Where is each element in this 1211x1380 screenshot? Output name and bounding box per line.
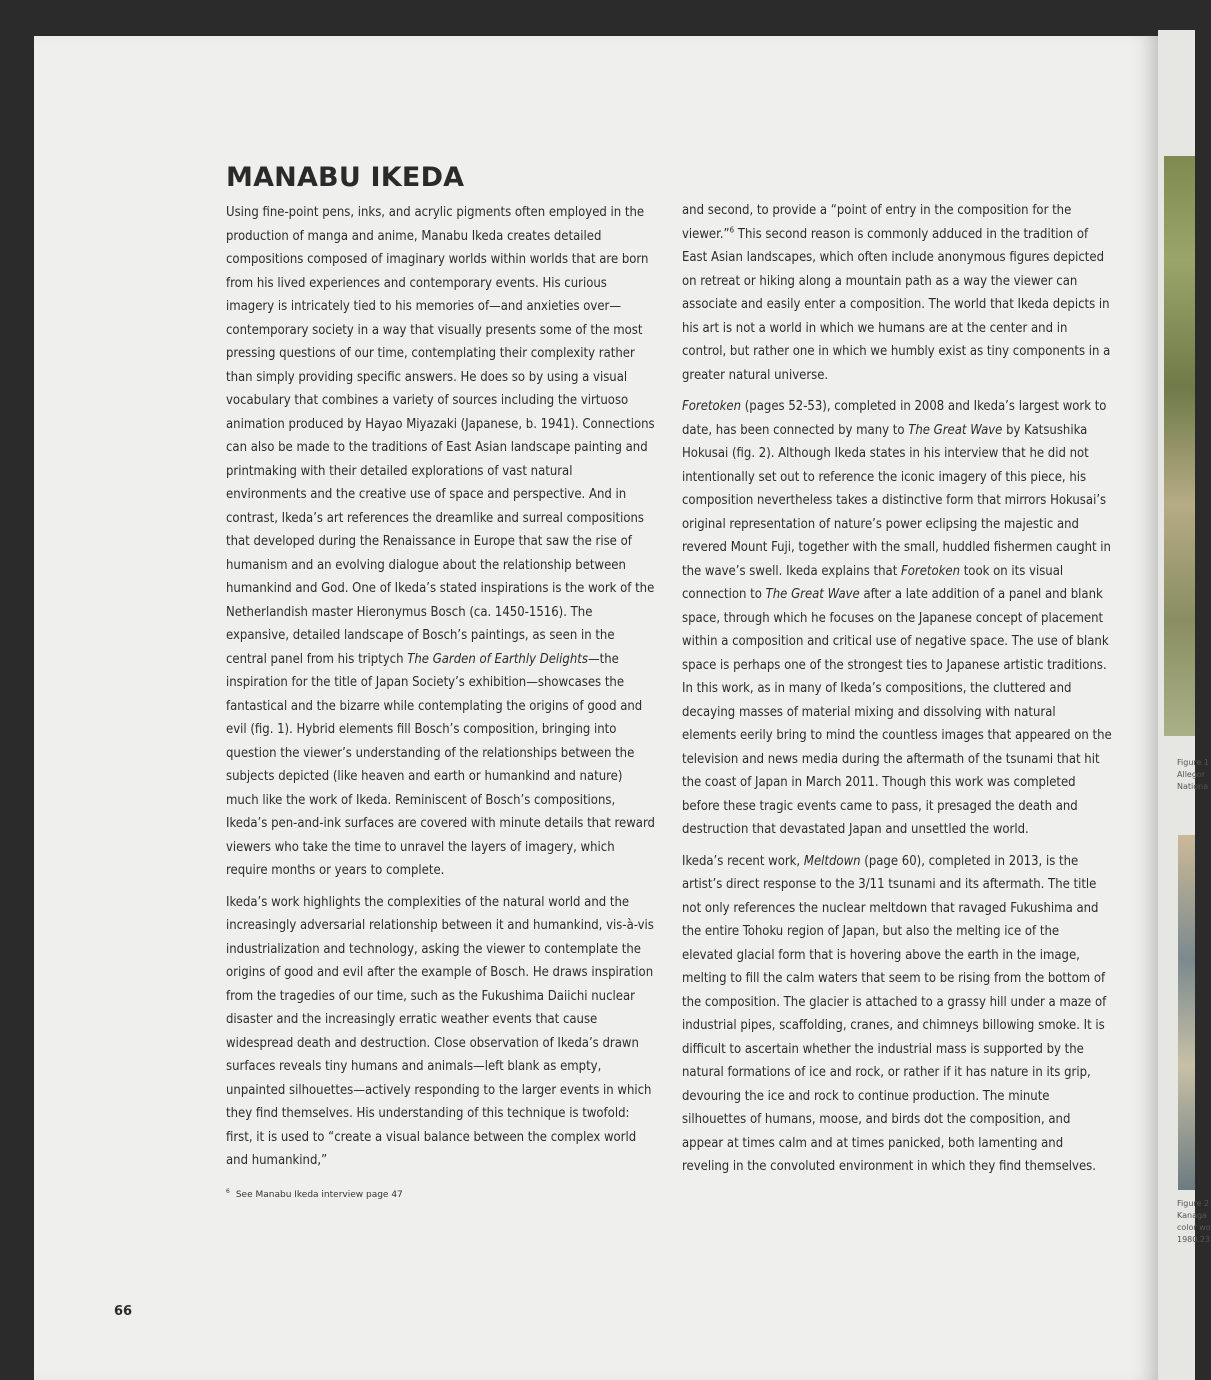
paragraph: Foretoken (pages 52-53), completed in 2008 and Ikeda’s largest work to date, has been connected by many to The Great Wave by Katsushika Hokusai (fig. 2). Although Ikeda states in his interview that he did not intentionally set out to reference the iconic imagery of this piece, his composition nevertheless takes a distinctive form that mirrors Hokusai’s original representation of nature’s power eclipsing the majestic and revered Mount Fuji, together with the small, huddled fishermen caught in the wave’s swell. Ikeda explains that Foretoken took on its visual connection to The Great Wave after a late addition of a panel and blank space, through which he focuses on the Japanese concept of placement within a composition and critical use of negative space. The use of blank space is perhaps one of the strongest ties to Japanese artistic traditions. In this work, as in many of Ikeda’s compositions, the cluttered and decaying masses of material mixing and dissolving with natural elements eerily bring to mind the countless images that appeared on the television and news media during the aftermath of the tsunami that hit the coast of Japan in March 2011. Though this work was completed before these tragic events came to pass, it presaged the death and destruction that devastated Japan and unsettled the world. [682,399,1112,837]
facing-page-image-2 [1178,835,1195,1190]
page-title: MANABU IKEDA [226,162,465,193]
paragraph: Using fine-point pens, inks, and acrylic pigments often employed in the production of manga and anime, Manabu Ikeda creates detailed compositions composed of imaginary worlds within worlds that are born from his lived experiences and contemporary events. His curious imagery is intricately tied to his memories of—and anxieties over—contemporary society in a way that visually presents some of the most pressing questions of our time, contemplating their complexity rather than simply providing specific answers. He does so by using a visual vocabulary that combines a variety of sources including the virtuoso animation produced by Hayao Miyazaki (Japanese, b. 1941). Connections can also be made to the traditions of East Asian landscape painting and printmaking with their detailed explorations of vast natural environments and the creative use of space and perspective. And in contrast, Ikeda’s art references the dreamlike and surreal compositions that developed during the Renaissance in Europe that saw the rise of humanism and an evolving dialogue about the relationship between humankind and God. One of Ikeda’s stated inspirations is the work of the Netherlandish master Hieronymus Bosch (ca. 1450-1516). The expansive, detailed landscape of Bosch’s paintings, as seen in the central panel from his triptych The Garden of Earthly Delights—the inspiration for the title of Japan Society’s exhibition—showcases the fantastical and the bizarre while contemplating the origins of good and evil (fig. 1). Hybrid elements fill Bosch’s composition, bringing into question the viewer’s understanding of the relationships between the subjects depicted (like heaven and earth or humankind and nature) much like the work of Ikeda. Reminiscent of Bosch’s compositions, Ikeda’s pen-and-ink surfaces are covered with minute details that reward viewers who take the time to unravel the layers of imagery, which require months or years to complete. [226,205,655,878]
paragraph: Ikeda’s work highlights the complexities of the natural world and the increasingly adversarial relationship between it and humankind, vis-à-vis industrialization and technology, asking the viewer to contemplate the origins of good and evil after the example of Bosch. He draws inspiration from the tragedies of our time, such as the Fukushima Daiichi nuclear disaster and the increasingly erratic weather events that cause widespread death and destruction. Close observation of Ikeda’s drawn surfaces reveals tiny humans and animals—left blank as empty, unpainted silhouettes—actively responding to the larger events in which they find themselves. His understanding of this technique is twofold: first, it is used to “create a visual balance between the complex world and humankind,” [226,894,654,1168]
paragraph: Ikeda’s recent work, Meltdown (page 60), completed in 2013, is the artist’s direct response to the 3/11 tsunami and its aftermath. The title not only references the nuclear meltdown that ravaged Fukushima and the entire Tohoku region of Japan, but also the melting ice of the elevated glacial form that is hovering above the earth in the image, melting to fill the calm waters that seem to be rising from the bottom of the composition. The glacier is attached to a grassy hill under a maze of industrial pipes, scaffolding, cranes, and chimneys billowing smoke. It is difficult to ascertain whether the industrial mass is supported by the natural formations of ice and rock, or rather if it has nature in its grip, devouring the ice and rock to continue production. The minute silhouettes of humans, moose, and birds dot the composition, and appear at times calm and at times panicked, both lamenting and reveling in the convoluted environment in which they find themselves. [682,853,1107,1174]
footnote [226,1188,403,1200]
book-page [34,36,1158,1380]
footnote-mark: 6 [226,1188,230,1195]
facing-caption-fig1: Figure 1 Allegor Nationa [1177,758,1210,791]
facing-caption-fig2: Figure 2 Kanaga color wo 1980.23 [1177,1199,1211,1244]
page-number: 66 [114,1304,133,1319]
text-column-right [682,199,1112,1187]
footnote-text: See Manabu Ikeda interview page 47 [235,1190,403,1200]
facing-page-edge [1158,30,1211,1380]
facing-page-image-1 [1164,156,1195,736]
paragraph: and second, to provide a “point of entry in the composition for the viewer.”$^6$ This second reason is commonly adduced in the tradition of East Asian landscapes, which often include anonymous figures depicted on retreat or hiking along a mountain path as a way the viewer can associate and easily enter a composition. The world that Ikeda depicts in his art is not a world in which we humans are at the center and in control, but rather one in which we humbly exist as tiny components in a greater natural universe. [682,203,1111,383]
text-column-left [226,201,656,1181]
footnote-ref: 6 [729,225,735,235]
